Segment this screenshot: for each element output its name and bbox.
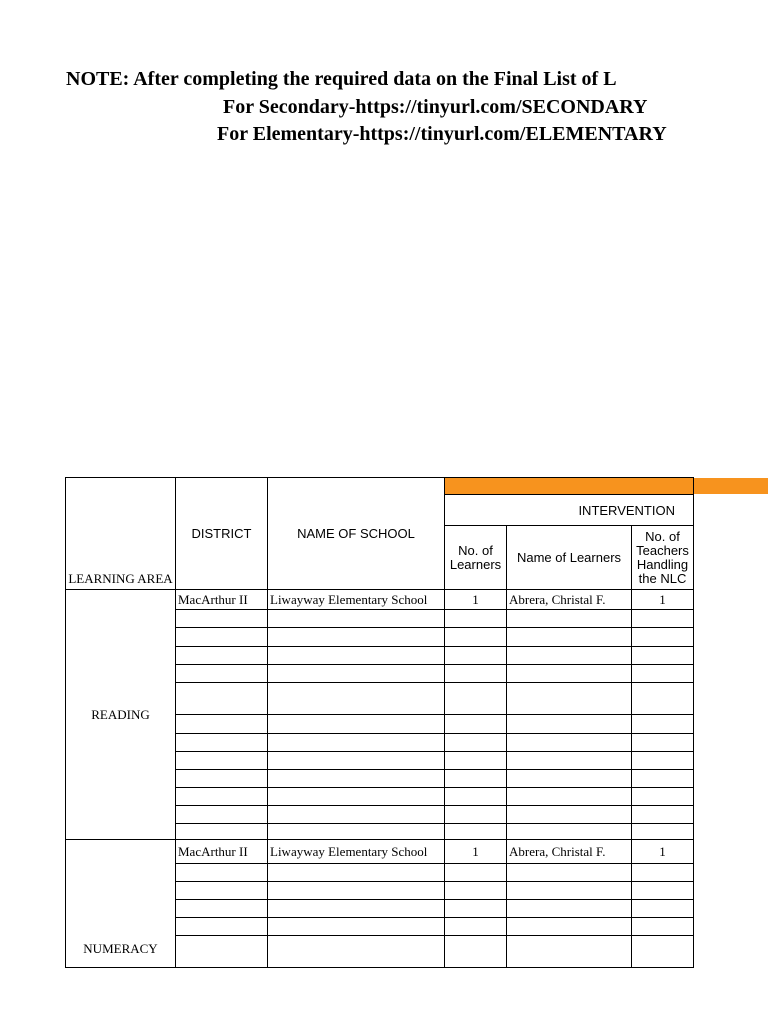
name-learners-header: Name of Learners: [507, 526, 632, 590]
school-cell: Liwayway Elementary School: [268, 590, 445, 610]
no-teachers-cell: 1: [632, 840, 694, 864]
district-cell: MacArthur II: [176, 590, 268, 610]
no-teachers-cell: 1: [632, 590, 694, 610]
note-line-elementary-link: For Elementary-https://tinyurl.com/ELEMENTARY: [217, 123, 667, 145]
learner-name-cell: Abrera, Christal F.: [507, 840, 632, 864]
table-row: [66, 840, 694, 864]
header-accent-bar: [445, 478, 694, 495]
no-learners-cell: 1: [445, 840, 507, 864]
no-learners-header: No. of Learners: [445, 526, 507, 590]
learning-area-reading: READING: [66, 590, 176, 840]
district-header: DISTRICT: [176, 478, 268, 590]
note-line-1: NOTE: After completing the required data on the Final List of L: [66, 68, 617, 90]
intervention-header: INTERVENTION: [445, 495, 694, 526]
learner-name-cell: Abrera, Christal F.: [507, 590, 632, 610]
header-accent-bar-extension: [693, 478, 768, 494]
instruction-note: [0, 0, 693, 160]
district-cell: MacArthur II: [176, 840, 268, 864]
table-row: [66, 590, 694, 610]
note-line-secondary-link: For Secondary-https://tinyurl.com/SECONDARY: [223, 96, 648, 118]
school-cell: Liwayway Elementary School: [268, 840, 445, 864]
learning-area-header: LEARNING AREA: [66, 478, 176, 590]
school-header: NAME OF SCHOOL: [268, 478, 445, 590]
intervention-table: [65, 477, 694, 968]
no-teachers-header: No. of Teachers Handling the NLC: [632, 526, 694, 590]
learning-area-numeracy: NUMERACY: [66, 840, 176, 968]
no-learners-cell: 1: [445, 590, 507, 610]
